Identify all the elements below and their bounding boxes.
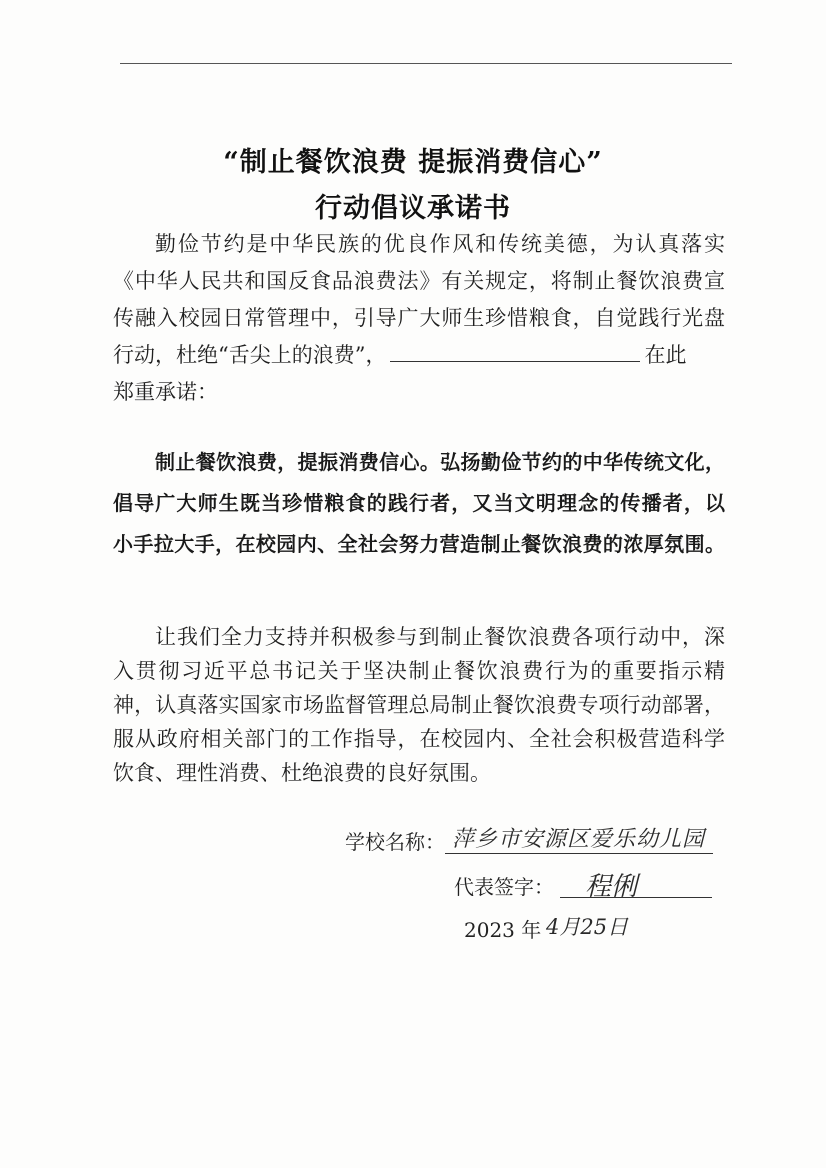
representative-signature-label: 代表签字： — [454, 875, 554, 899]
intro-line: 传融入校园日常管理中，引导广大师生珍惜粮食，自觉践行光盘 — [113, 306, 725, 330]
intro-line4-tail: 在此 — [644, 343, 687, 367]
fill-in-blank[interactable] — [390, 343, 640, 362]
school-name-underline — [445, 853, 713, 854]
representative-signature-underline — [560, 897, 712, 898]
school-name-handwritten: 萍乡市安源区爱乐幼儿园 — [452, 827, 706, 852]
intro-line: 郑重承诺： — [113, 380, 218, 404]
pledge-line: 倡导广大师生既当珍惜粮食的践行者，又当文明理念的传播者，以 — [113, 491, 725, 515]
signing-date-handwritten: 4月25日 — [546, 915, 629, 939]
school-name-label: 学校名称： — [345, 830, 445, 854]
header-rule — [120, 63, 732, 64]
intro-line: 勤俭节约是中华民族的优良作风和传统美德，为认真落实 — [155, 232, 725, 256]
document-title-line2: 行动倡议承诺书 — [315, 193, 511, 224]
signing-date-year: 2023 年 — [464, 918, 542, 942]
appeal-line: 让我们全力支持并积极参与到制止餐饮浪费各项行动中，深 — [155, 625, 725, 649]
intro-line4-text: 行动，杜绝“舌尖上的浪费”， — [113, 343, 387, 367]
appeal-line: 服从政府相关部门的工作指导，在校园内、全社会积极营造科学 — [113, 727, 725, 751]
intro-line: 《中华人民共和国反食品浪费法》有关规定，将制止餐饮浪费宣 — [113, 269, 725, 293]
appeal-line: 神，认真落实国家市场监督管理总局制止餐饮浪费专项行动部署， — [113, 693, 725, 717]
intro-line-with-blank — [113, 339, 725, 369]
appeal-line: 入贯彻习近平总书记关于坚决制止餐饮浪费行为的重要指示精 — [113, 659, 725, 683]
pledge-line: 小手拉大手，在校园内、全社会努力营造制止餐饮浪费的浓厚氛围。 — [113, 532, 725, 556]
representative-signature-handwritten: 程俐 — [585, 872, 638, 902]
pledge-line: 制止餐饮浪费，提振消费信心。弘扬勤俭节约的中华传统文化， — [155, 450, 725, 474]
appeal-line: 饮食、理性消费、杜绝浪费的良好氛围。 — [113, 761, 491, 785]
document-title-line1: “制止餐饮浪费 提振消费信心” — [223, 147, 603, 178]
